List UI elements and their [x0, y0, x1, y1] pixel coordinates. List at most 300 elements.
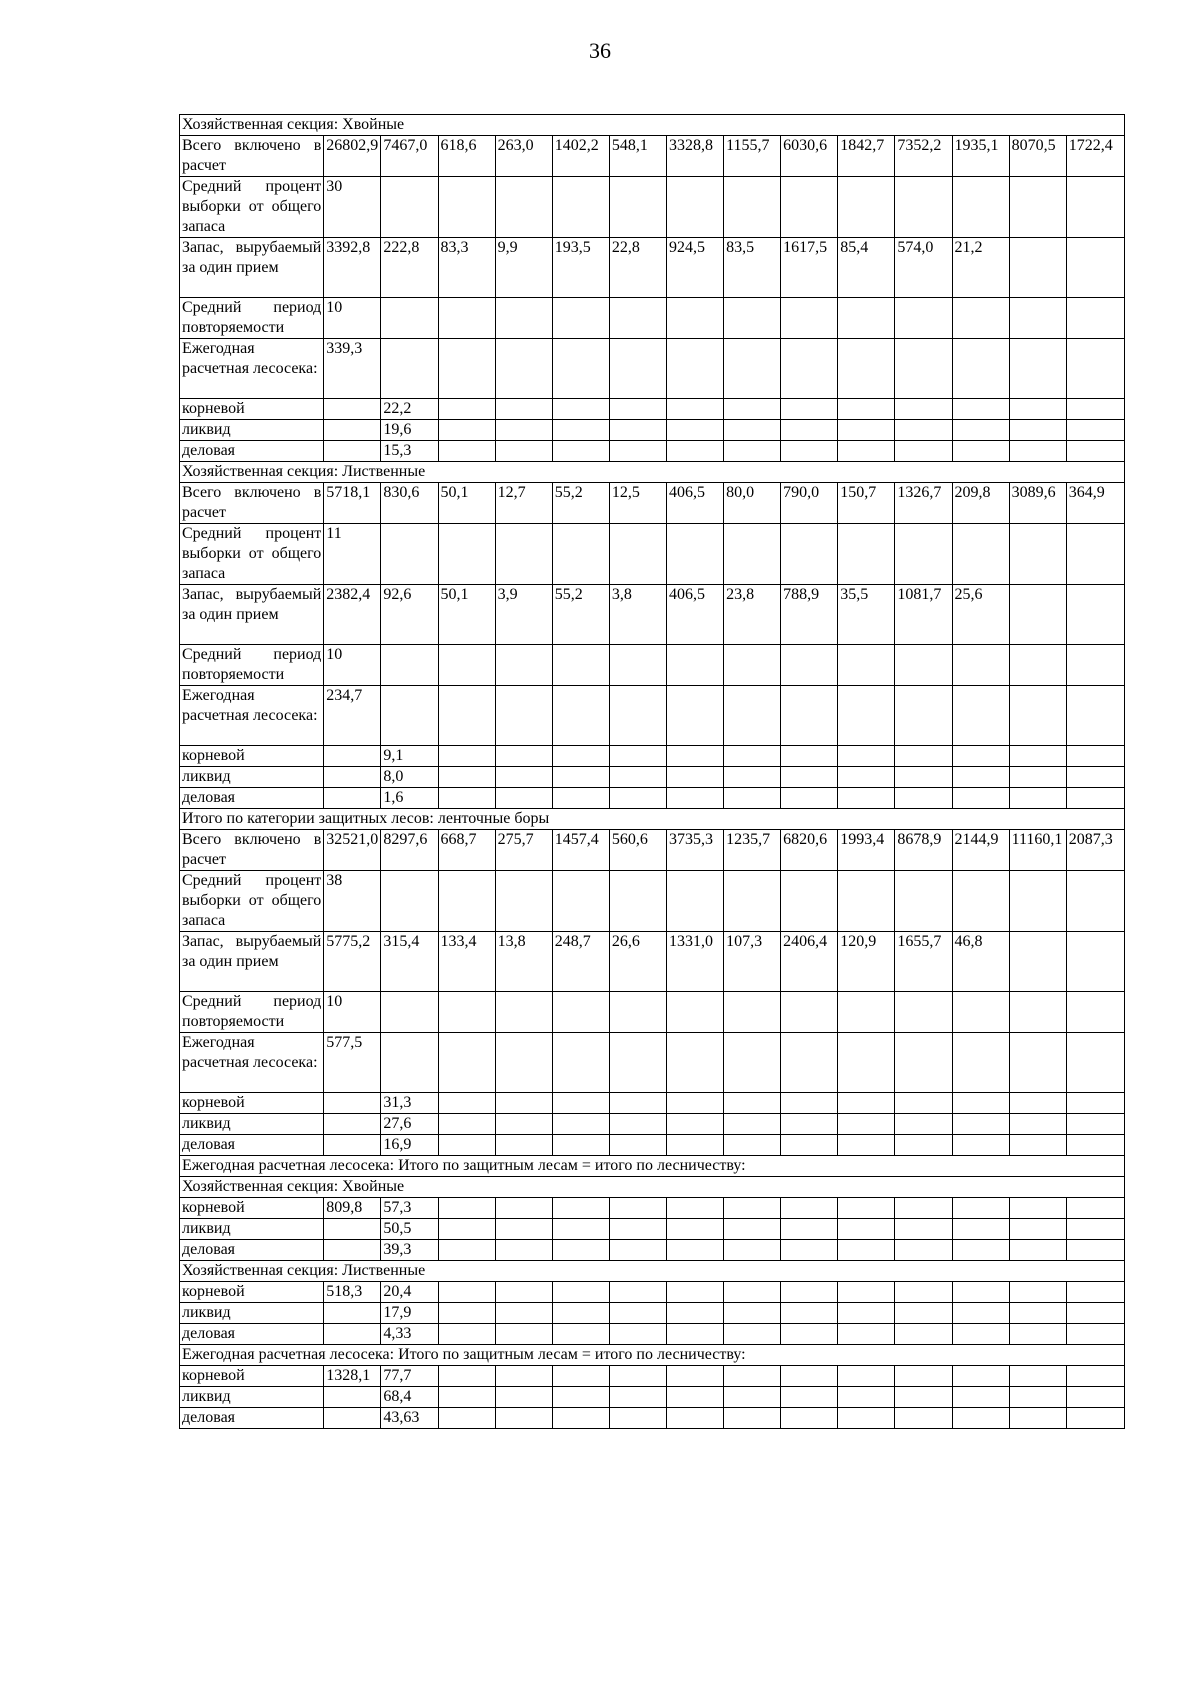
value-cell: 77,7 — [381, 1366, 438, 1387]
value-cell — [1009, 686, 1066, 746]
value-cell — [724, 339, 781, 399]
value-cell — [1009, 1366, 1066, 1387]
value-cell: 8678,9 — [895, 830, 952, 871]
value-cell: 21,2 — [952, 238, 1009, 298]
row-label: корневой — [180, 1282, 324, 1303]
value-cell — [781, 1387, 838, 1408]
value-cell — [324, 420, 381, 441]
value-cell — [838, 399, 895, 420]
value-cell: 1935,1 — [952, 136, 1009, 177]
value-cell: 406,5 — [666, 483, 723, 524]
value-cell: 13,8 — [495, 932, 552, 992]
value-cell — [438, 686, 495, 746]
table-row — [180, 830, 1125, 871]
value-cell — [609, 1366, 666, 1387]
row-label: Ежегодная расчетная лесосека: — [180, 686, 324, 746]
value-cell: 19,6 — [381, 420, 438, 441]
value-cell — [438, 441, 495, 462]
value-cell — [781, 298, 838, 339]
value-cell — [895, 1408, 952, 1429]
value-cell — [781, 871, 838, 932]
value-cell — [552, 1114, 609, 1135]
value-cell — [1009, 399, 1066, 420]
value-cell — [1066, 420, 1124, 441]
value-cell — [895, 420, 952, 441]
section-title: Итого по категории защитных лесов: ленточные боры — [180, 809, 1125, 830]
value-cell — [1009, 1219, 1066, 1240]
value-cell — [1009, 1408, 1066, 1429]
row-label: Ежегодная расчетная лесосека: — [180, 339, 324, 399]
table-row — [180, 645, 1125, 686]
value-cell: 26,6 — [609, 932, 666, 992]
value-cell: 3328,8 — [666, 136, 723, 177]
value-cell: 92,6 — [381, 585, 438, 645]
table-row — [180, 1282, 1125, 1303]
value-cell: 8070,5 — [1009, 136, 1066, 177]
value-cell — [1009, 1240, 1066, 1261]
value-cell — [495, 767, 552, 788]
value-cell — [552, 767, 609, 788]
value-cell: 10 — [324, 992, 381, 1033]
value-cell: 107,3 — [724, 932, 781, 992]
table-row — [180, 1198, 1125, 1219]
value-cell: 209,8 — [952, 483, 1009, 524]
section-title: Ежегодная расчетная лесосека: Итого по защитным лесам = итого по лесничеству: — [180, 1345, 1125, 1366]
value-cell: 55,2 — [552, 585, 609, 645]
value-cell: 50,1 — [438, 585, 495, 645]
value-cell — [724, 1093, 781, 1114]
value-cell: 1655,7 — [895, 932, 952, 992]
table-row — [180, 339, 1125, 399]
value-cell — [438, 1324, 495, 1345]
value-cell — [1066, 1093, 1124, 1114]
value-cell — [324, 1408, 381, 1429]
value-cell — [495, 1033, 552, 1093]
value-cell — [1066, 1240, 1124, 1261]
value-cell: 1328,1 — [324, 1366, 381, 1387]
table-row — [180, 932, 1125, 992]
row-label: ликвид — [180, 1114, 324, 1135]
value-cell — [495, 298, 552, 339]
value-cell — [324, 1093, 381, 1114]
value-cell — [952, 1219, 1009, 1240]
value-cell — [724, 1282, 781, 1303]
value-cell: 1993,4 — [838, 830, 895, 871]
value-cell — [552, 871, 609, 932]
value-cell — [781, 1219, 838, 1240]
value-cell — [666, 1387, 723, 1408]
value-cell — [895, 1387, 952, 1408]
value-cell — [781, 1240, 838, 1261]
value-cell: 577,5 — [324, 1033, 381, 1093]
value-cell — [1009, 746, 1066, 767]
row-label: корневой — [180, 746, 324, 767]
value-cell — [438, 1240, 495, 1261]
value-cell — [552, 1240, 609, 1261]
value-cell — [324, 1135, 381, 1156]
value-cell — [724, 1387, 781, 1408]
value-cell: 924,5 — [666, 238, 723, 298]
value-cell: 31,3 — [381, 1093, 438, 1114]
value-cell — [438, 1114, 495, 1135]
value-cell — [552, 298, 609, 339]
value-cell — [381, 524, 438, 585]
value-cell — [781, 441, 838, 462]
value-cell — [838, 339, 895, 399]
value-cell — [438, 1033, 495, 1093]
value-cell — [552, 1282, 609, 1303]
value-cell — [666, 1366, 723, 1387]
value-cell — [724, 1198, 781, 1219]
row-label: деловая — [180, 1408, 324, 1429]
value-cell — [552, 1324, 609, 1345]
value-cell — [438, 1303, 495, 1324]
value-cell — [895, 524, 952, 585]
value-cell — [838, 788, 895, 809]
value-cell: 16,9 — [381, 1135, 438, 1156]
table-row — [180, 585, 1125, 645]
value-cell — [724, 1135, 781, 1156]
value-cell — [838, 177, 895, 238]
value-cell: 560,6 — [609, 830, 666, 871]
table-row — [180, 136, 1125, 177]
value-cell — [952, 1408, 1009, 1429]
value-cell — [666, 1135, 723, 1156]
value-cell — [838, 1198, 895, 1219]
value-cell: 85,4 — [838, 238, 895, 298]
row-label: Средний период повторяемости — [180, 645, 324, 686]
value-cell — [438, 767, 495, 788]
value-cell — [324, 788, 381, 809]
value-cell — [781, 1366, 838, 1387]
value-cell — [1009, 1093, 1066, 1114]
value-cell — [1009, 992, 1066, 1033]
value-cell — [438, 1219, 495, 1240]
value-cell — [1066, 686, 1124, 746]
row-label: деловая — [180, 788, 324, 809]
value-cell — [438, 645, 495, 686]
value-cell: 22,2 — [381, 399, 438, 420]
value-cell — [724, 746, 781, 767]
value-cell — [724, 645, 781, 686]
section-row — [180, 115, 1125, 136]
value-cell — [552, 746, 609, 767]
value-cell — [1009, 871, 1066, 932]
value-cell: 15,3 — [381, 441, 438, 462]
value-cell — [1066, 645, 1124, 686]
value-cell — [781, 1033, 838, 1093]
value-cell — [495, 788, 552, 809]
row-label: деловая — [180, 1240, 324, 1261]
value-cell: 30 — [324, 177, 381, 238]
row-label: Запас, вырубаемый за один прием — [180, 932, 324, 992]
value-cell — [495, 339, 552, 399]
section-row — [180, 1156, 1125, 1177]
row-label: Ежегодная расчетная лесосека: — [180, 1033, 324, 1093]
value-cell: 263,0 — [495, 136, 552, 177]
value-cell — [381, 992, 438, 1033]
value-cell — [495, 399, 552, 420]
value-cell — [609, 767, 666, 788]
row-label: корневой — [180, 1198, 324, 1219]
value-cell — [1009, 932, 1066, 992]
value-cell — [781, 1324, 838, 1345]
row-label: ликвид — [180, 1219, 324, 1240]
value-cell — [666, 441, 723, 462]
value-cell — [552, 1033, 609, 1093]
value-cell: 22,8 — [609, 238, 666, 298]
value-cell — [781, 1135, 838, 1156]
value-cell — [1066, 1387, 1124, 1408]
value-cell — [838, 1324, 895, 1345]
value-cell: 1326,7 — [895, 483, 952, 524]
value-cell: 8297,6 — [381, 830, 438, 871]
value-cell — [666, 992, 723, 1033]
section-title: Ежегодная расчетная лесосека: Итого по защитным лесам = итого по лесничеству: — [180, 1156, 1125, 1177]
value-cell — [781, 1282, 838, 1303]
table-row — [180, 1303, 1125, 1324]
row-label: Средний процент выборки от общего запаса — [180, 524, 324, 585]
value-cell — [609, 399, 666, 420]
value-cell — [609, 1387, 666, 1408]
value-cell — [724, 992, 781, 1033]
value-cell — [838, 524, 895, 585]
section-title: Хозяйственная секция: Лиственные — [180, 1261, 1125, 1282]
value-cell — [895, 177, 952, 238]
value-cell — [952, 399, 1009, 420]
value-cell: 133,4 — [438, 932, 495, 992]
value-cell — [438, 1408, 495, 1429]
value-cell — [552, 1093, 609, 1114]
value-cell: 364,9 — [1066, 483, 1124, 524]
value-cell — [724, 1366, 781, 1387]
row-label: Всего включено в расчет — [180, 483, 324, 524]
value-cell — [495, 1219, 552, 1240]
value-cell — [781, 788, 838, 809]
value-cell — [495, 992, 552, 1033]
value-cell — [666, 1219, 723, 1240]
value-cell: 2382,4 — [324, 585, 381, 645]
value-cell — [666, 871, 723, 932]
value-cell — [781, 992, 838, 1033]
section-title: Хозяйственная секция: Лиственные — [180, 462, 1125, 483]
value-cell — [609, 1114, 666, 1135]
value-cell: 193,5 — [552, 238, 609, 298]
value-cell — [609, 1093, 666, 1114]
value-cell: 150,7 — [838, 483, 895, 524]
value-cell — [438, 339, 495, 399]
value-cell — [1009, 645, 1066, 686]
value-cell — [724, 1240, 781, 1261]
value-cell — [381, 1033, 438, 1093]
value-cell — [838, 441, 895, 462]
value-cell — [952, 1387, 1009, 1408]
value-cell — [1066, 441, 1124, 462]
value-cell — [552, 686, 609, 746]
table-row — [180, 441, 1125, 462]
value-cell — [952, 1366, 1009, 1387]
value-cell — [724, 420, 781, 441]
value-cell — [952, 992, 1009, 1033]
value-cell: 35,5 — [838, 585, 895, 645]
value-cell: 234,7 — [324, 686, 381, 746]
value-cell: 1155,7 — [724, 136, 781, 177]
table-row — [180, 1135, 1125, 1156]
value-cell — [495, 1303, 552, 1324]
value-cell: 7467,0 — [381, 136, 438, 177]
value-cell: 50,5 — [381, 1219, 438, 1240]
value-cell — [1066, 1219, 1124, 1240]
table-row — [180, 1114, 1125, 1135]
value-cell — [666, 1408, 723, 1429]
value-cell: 38 — [324, 871, 381, 932]
row-label: деловая — [180, 1135, 324, 1156]
value-cell — [838, 1093, 895, 1114]
value-cell — [438, 1387, 495, 1408]
value-cell: 618,6 — [438, 136, 495, 177]
value-cell — [552, 524, 609, 585]
value-cell — [552, 177, 609, 238]
value-cell — [1066, 1135, 1124, 1156]
value-cell — [781, 1198, 838, 1219]
value-cell — [495, 1324, 552, 1345]
value-cell: 32521,0 — [324, 830, 381, 871]
section-row — [180, 462, 1125, 483]
value-cell — [1009, 177, 1066, 238]
value-cell — [1009, 339, 1066, 399]
value-cell — [495, 1093, 552, 1114]
value-cell — [666, 1303, 723, 1324]
value-cell — [952, 1135, 1009, 1156]
value-cell — [724, 441, 781, 462]
value-cell: 11160,1 — [1009, 830, 1066, 871]
value-cell — [895, 298, 952, 339]
value-cell: 1081,7 — [895, 585, 952, 645]
value-cell — [724, 1408, 781, 1429]
value-cell — [781, 746, 838, 767]
value-cell — [666, 298, 723, 339]
value-cell: 55,2 — [552, 483, 609, 524]
value-cell: 3392,8 — [324, 238, 381, 298]
value-cell — [838, 686, 895, 746]
value-cell — [1009, 1198, 1066, 1219]
value-cell: 43,63 — [381, 1408, 438, 1429]
value-cell: 3089,6 — [1009, 483, 1066, 524]
value-cell — [952, 441, 1009, 462]
value-cell — [781, 399, 838, 420]
value-cell: 668,7 — [438, 830, 495, 871]
value-cell — [438, 746, 495, 767]
value-cell — [838, 1387, 895, 1408]
table-row — [180, 1033, 1125, 1093]
value-cell — [1066, 871, 1124, 932]
value-cell — [838, 746, 895, 767]
value-cell — [552, 1387, 609, 1408]
value-cell — [838, 1366, 895, 1387]
value-cell — [495, 1240, 552, 1261]
value-cell — [495, 746, 552, 767]
value-cell: 574,0 — [895, 238, 952, 298]
value-cell: 1457,4 — [552, 830, 609, 871]
value-cell — [666, 788, 723, 809]
value-cell: 5775,2 — [324, 932, 381, 992]
value-cell — [952, 788, 1009, 809]
value-cell — [724, 1033, 781, 1093]
value-cell — [666, 746, 723, 767]
value-cell — [724, 298, 781, 339]
value-cell — [1009, 1387, 1066, 1408]
value-cell — [609, 645, 666, 686]
value-cell: 26802,9 — [324, 136, 381, 177]
value-cell — [609, 1303, 666, 1324]
value-cell: 50,1 — [438, 483, 495, 524]
value-cell — [552, 788, 609, 809]
row-label: Средний период повторяемости — [180, 992, 324, 1033]
value-cell — [1009, 585, 1066, 645]
value-cell — [838, 871, 895, 932]
value-cell — [1009, 1114, 1066, 1135]
value-cell — [666, 1324, 723, 1345]
value-cell — [609, 441, 666, 462]
value-cell — [666, 1240, 723, 1261]
value-cell — [552, 1219, 609, 1240]
table-row — [180, 1324, 1125, 1345]
value-cell — [495, 1282, 552, 1303]
value-cell — [895, 1198, 952, 1219]
value-cell — [895, 1033, 952, 1093]
value-cell — [724, 1303, 781, 1324]
value-cell — [724, 686, 781, 746]
value-cell: 10 — [324, 298, 381, 339]
value-cell — [609, 871, 666, 932]
value-cell — [838, 1282, 895, 1303]
value-cell — [438, 1093, 495, 1114]
value-cell — [666, 1282, 723, 1303]
value-cell — [1066, 524, 1124, 585]
table-row — [180, 1408, 1125, 1429]
value-cell: 3,8 — [609, 585, 666, 645]
value-cell — [495, 1366, 552, 1387]
value-cell: 809,8 — [324, 1198, 381, 1219]
value-cell — [552, 1408, 609, 1429]
value-cell — [495, 1114, 552, 1135]
value-cell: 518,3 — [324, 1282, 381, 1303]
value-cell — [609, 298, 666, 339]
value-cell — [895, 339, 952, 399]
value-cell — [781, 1093, 838, 1114]
value-cell — [1066, 932, 1124, 992]
value-cell — [666, 177, 723, 238]
value-cell — [1066, 767, 1124, 788]
value-cell — [609, 1198, 666, 1219]
value-cell — [781, 339, 838, 399]
table-row — [180, 399, 1125, 420]
value-cell: 1402,2 — [552, 136, 609, 177]
value-cell — [324, 1114, 381, 1135]
value-cell — [838, 1303, 895, 1324]
value-cell — [895, 441, 952, 462]
value-cell — [552, 441, 609, 462]
value-cell: 1617,5 — [781, 238, 838, 298]
value-cell: 2144,9 — [952, 830, 1009, 871]
value-cell — [324, 746, 381, 767]
row-label: корневой — [180, 399, 324, 420]
value-cell — [952, 767, 1009, 788]
value-cell — [552, 1366, 609, 1387]
value-cell — [895, 1282, 952, 1303]
value-cell — [781, 1408, 838, 1429]
value-cell — [324, 399, 381, 420]
